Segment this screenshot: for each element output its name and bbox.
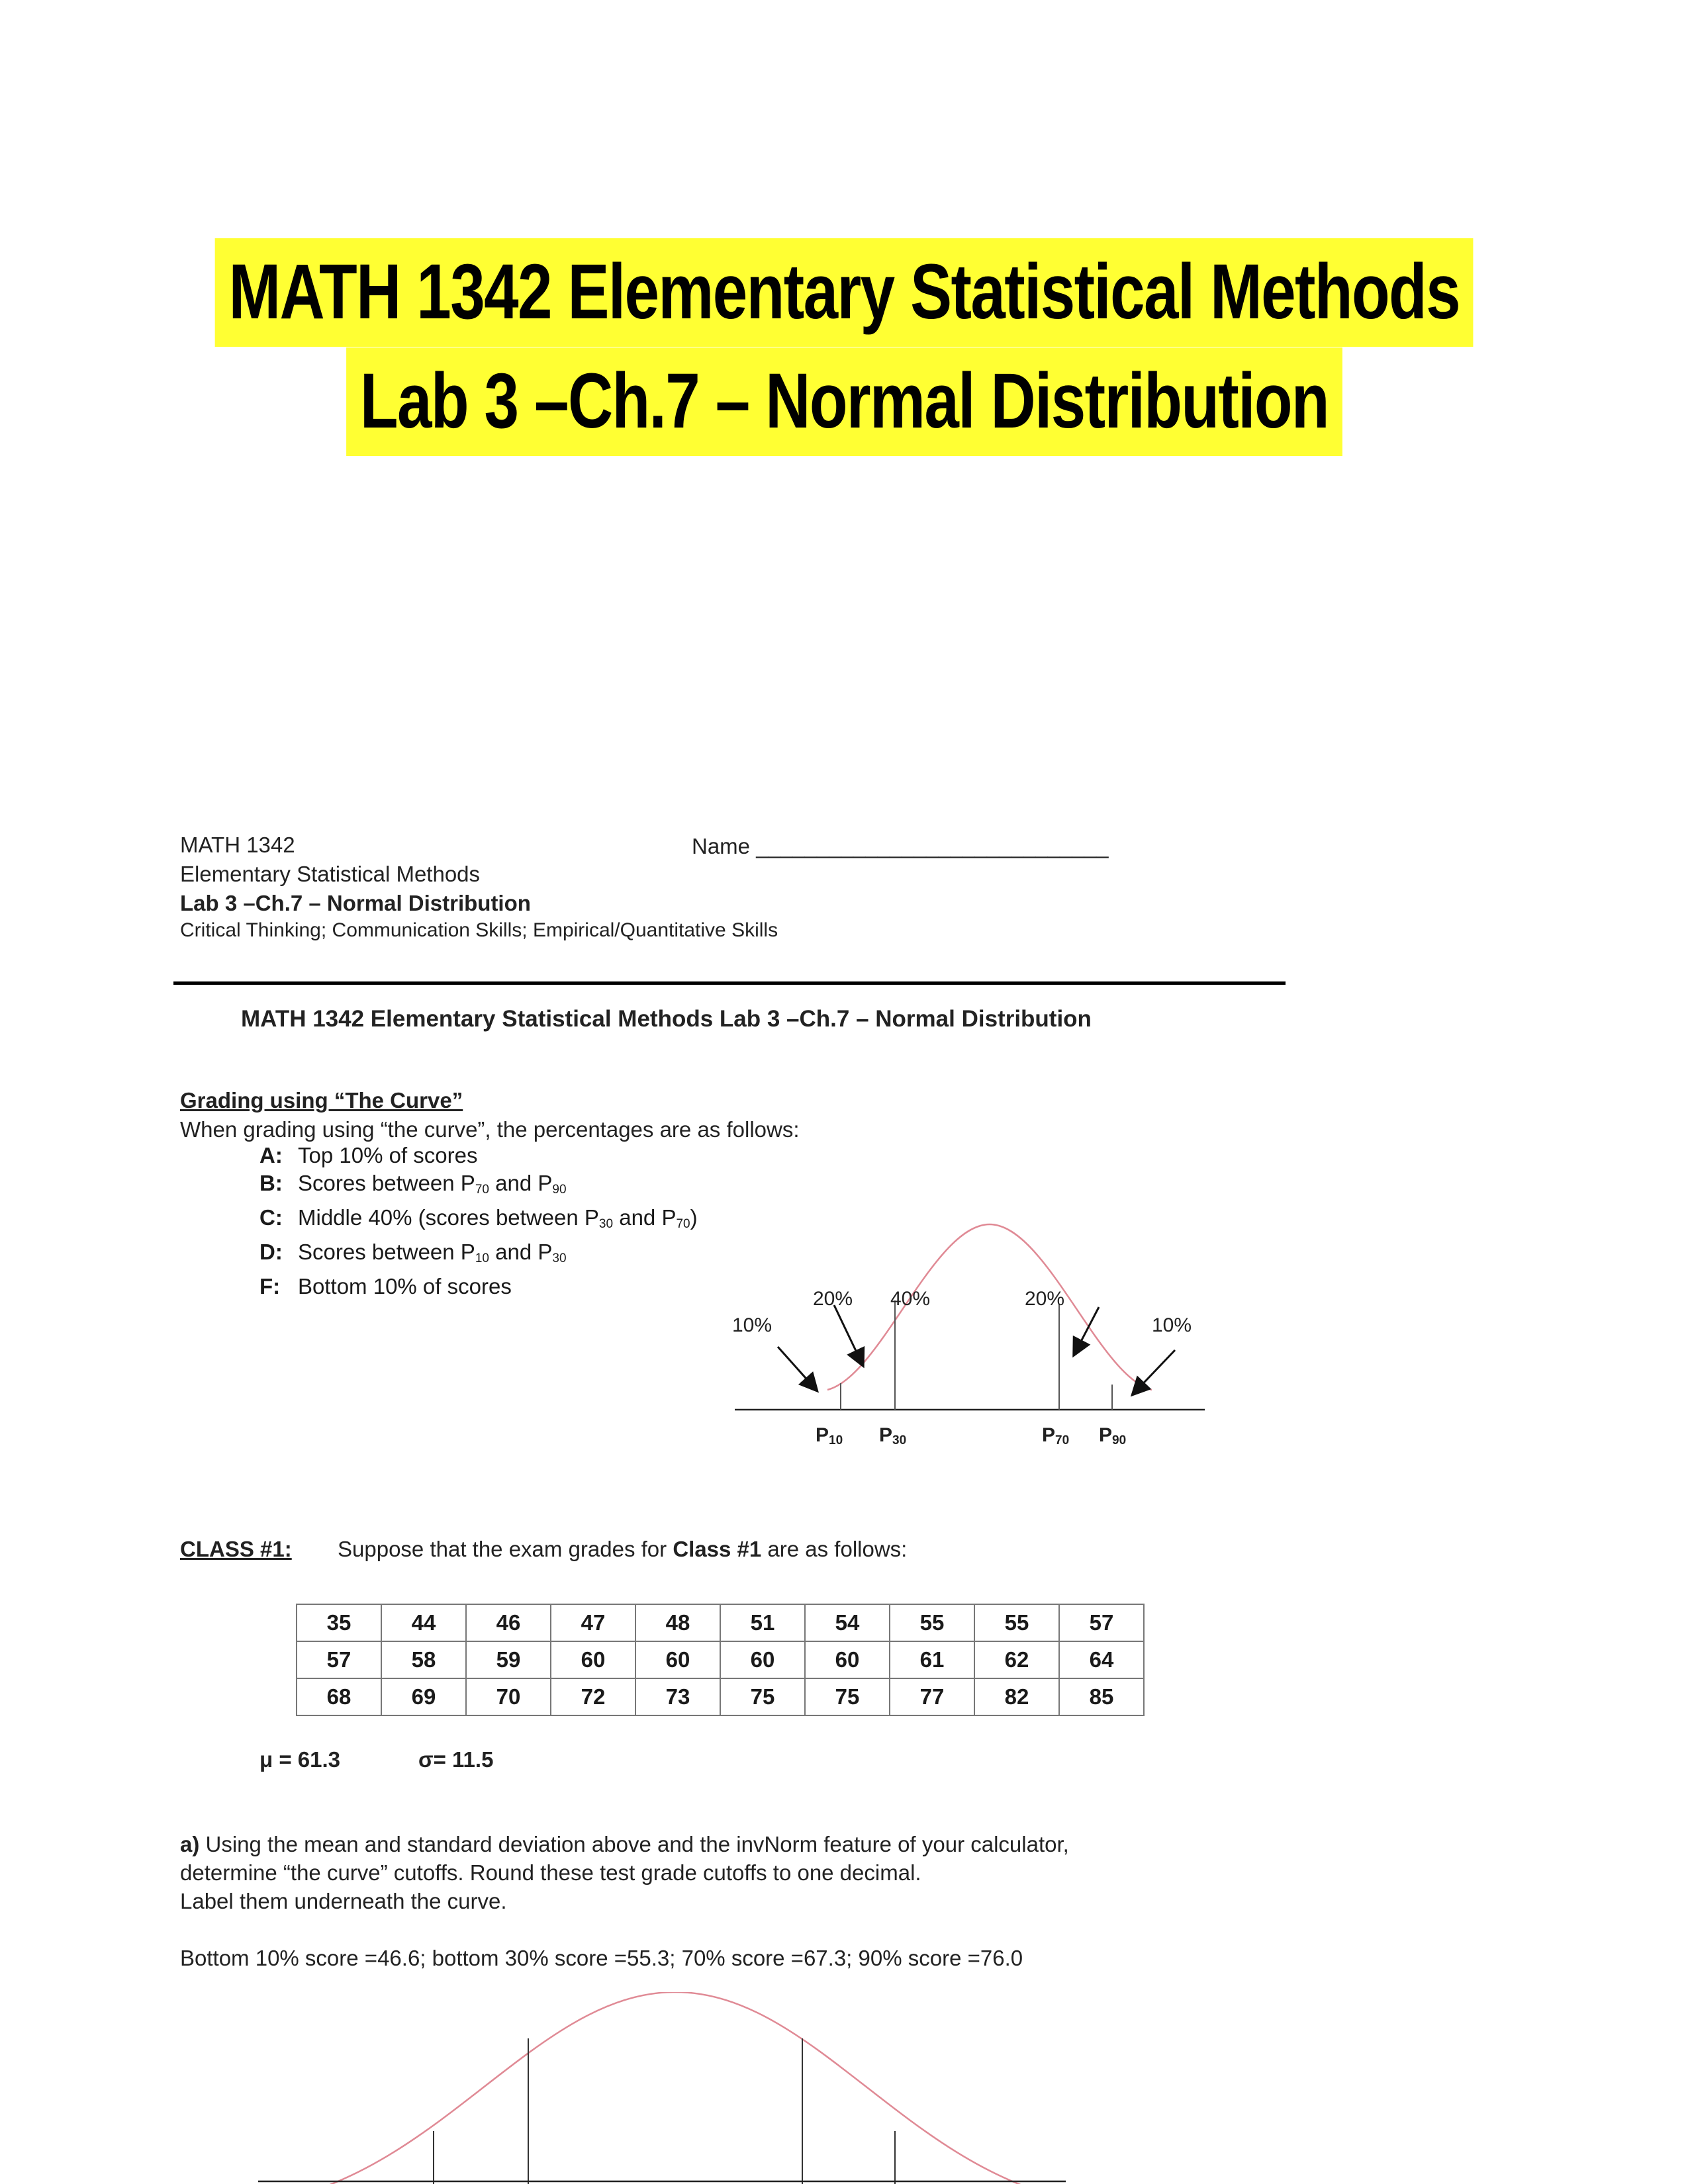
grade-desc: Bottom 10% of scores xyxy=(298,1274,512,1298)
grades-table xyxy=(296,1604,1145,1716)
table-cell: 75 xyxy=(720,1678,805,1715)
list-item xyxy=(259,1169,698,1204)
name-field[interactable]: Name _____________________________ xyxy=(692,834,1109,858)
table-cell: 62 xyxy=(974,1641,1059,1678)
bell-curve xyxy=(291,1992,1059,2184)
table-cell: 73 xyxy=(635,1678,720,1715)
table-cell: 68 xyxy=(297,1678,381,1715)
banner-line1-text: MATH 1342 Elementary Statistical Methods xyxy=(214,238,1473,347)
grade-desc: Top 10% of scores xyxy=(298,1143,478,1167)
label-p70: P70 xyxy=(1042,1424,1070,1447)
table-cell: 85 xyxy=(1059,1678,1144,1715)
sd-value: σ= 11.5 xyxy=(418,1747,494,1772)
question-a-answer: Bottom 10% score =46.6; bottom 30% score =55.3; 70% score =67.3; 90% score =76.0 xyxy=(180,1946,1023,1970)
label-left-20pct: 20% xyxy=(813,1288,853,1310)
mean-value: μ = 61.3 xyxy=(259,1747,341,1772)
table-cell: 61 xyxy=(890,1641,974,1678)
grade-desc: Middle 40% (scores between P xyxy=(298,1205,599,1230)
grade-desc: Scores between P xyxy=(298,1171,475,1195)
lab-title: Lab 3 –Ch.7 – Normal Distribution xyxy=(180,891,531,915)
table-cell: 57 xyxy=(297,1641,381,1678)
label-left-10pct: 10% xyxy=(732,1314,773,1336)
table-cell: 72 xyxy=(551,1678,635,1715)
table-cell: 60 xyxy=(805,1641,890,1678)
skills-line: Critical Thinking; Communication Skills; Empirical/Quantitative Skills xyxy=(180,919,778,941)
table-cell: 44 xyxy=(381,1604,466,1641)
arrow-left20 xyxy=(834,1305,863,1365)
subscript: 10 xyxy=(475,1251,489,1265)
table-cell: 60 xyxy=(551,1641,635,1678)
grade-desc-mid: and P xyxy=(489,1240,553,1264)
answer-curve-diagram xyxy=(252,1992,1072,2184)
question-a-line2: determine “the curve” cutoffs. Round these test grade cutoffs to one decimal. xyxy=(180,1860,921,1885)
grade-desc-mid: and P xyxy=(489,1171,553,1195)
grade-letter: B: xyxy=(259,1171,283,1195)
table-cell: 35 xyxy=(297,1604,381,1641)
banner-title-line1 xyxy=(0,238,1688,347)
table-cell: 60 xyxy=(635,1641,720,1678)
label-right-20pct: 20% xyxy=(1025,1288,1065,1310)
grade-desc-post: ) xyxy=(690,1205,698,1230)
label-p10: P10 xyxy=(816,1424,843,1447)
class1-label: CLASS #1: xyxy=(180,1537,292,1561)
course-name: Elementary Statistical Methods xyxy=(180,862,481,886)
list-item xyxy=(259,1273,698,1300)
table-cell: 77 xyxy=(890,1678,974,1715)
table-cell: 57 xyxy=(1059,1604,1144,1641)
table-cell: 59 xyxy=(466,1641,551,1678)
arrow-left10 xyxy=(778,1347,816,1390)
question-a-text: Using the mean and standard deviation above and the invNorm feature of your calculator, xyxy=(199,1832,1069,1856)
list-item xyxy=(259,1142,698,1169)
header-divider xyxy=(173,981,1286,985)
arrow-right20 xyxy=(1074,1307,1099,1354)
class1-desc-bold: Class #1 xyxy=(673,1537,762,1561)
table-cell: 75 xyxy=(805,1678,890,1715)
grading-heading: Grading using “The Curve” xyxy=(180,1088,463,1113)
question-a-line3: Label them underneath the curve. xyxy=(180,1889,507,1913)
class1-desc-pre: Suppose that the exam grades for xyxy=(338,1537,673,1561)
list-item xyxy=(259,1238,698,1273)
table-row xyxy=(297,1678,1144,1715)
table-cell: 69 xyxy=(381,1678,466,1715)
course-code: MATH 1342 xyxy=(180,833,295,857)
label-mid-40pct: 40% xyxy=(890,1288,931,1310)
subscript: 30 xyxy=(552,1251,567,1265)
table-cell: 51 xyxy=(720,1604,805,1641)
table-cell: 70 xyxy=(466,1678,551,1715)
banner-line2-text: Lab 3 –Ch.7 – Normal Distribution xyxy=(346,347,1342,456)
table-cell: 48 xyxy=(635,1604,720,1641)
table-cell: 55 xyxy=(974,1604,1059,1641)
banner-title-line2 xyxy=(0,347,1688,456)
grade-letter: A: xyxy=(259,1143,283,1167)
table-cell: 47 xyxy=(551,1604,635,1641)
question-a-label: a) xyxy=(180,1832,200,1856)
grade-letter: D: xyxy=(259,1240,283,1264)
subscript: 90 xyxy=(552,1183,567,1197)
question-a-line1 xyxy=(180,1832,1069,1857)
table-cell: 54 xyxy=(805,1604,890,1641)
class1-description xyxy=(338,1537,907,1562)
subscript: 70 xyxy=(676,1217,690,1231)
arrow-right10 xyxy=(1133,1350,1175,1394)
table-cell: 55 xyxy=(890,1604,974,1641)
grade-letter: C: xyxy=(259,1205,283,1230)
table-row xyxy=(297,1604,1144,1641)
list-item xyxy=(259,1204,698,1238)
grade-desc: Scores between P xyxy=(298,1240,475,1264)
grade-list xyxy=(259,1142,698,1300)
document-title: MATH 1342 Elementary Statistical Methods Lab 3 –Ch.7 – Normal Distribution xyxy=(241,1006,1092,1032)
table-cell: 64 xyxy=(1059,1641,1144,1678)
table-cell: 58 xyxy=(381,1641,466,1678)
table-row xyxy=(297,1641,1144,1678)
subscript: 30 xyxy=(598,1217,614,1231)
label-p30: P30 xyxy=(879,1424,907,1447)
subscript: 70 xyxy=(475,1183,489,1197)
table-cell: 82 xyxy=(974,1678,1059,1715)
grading-intro: When grading using “the curve”, the percentages are as follows: xyxy=(180,1117,800,1142)
table-cell: 46 xyxy=(466,1604,551,1641)
label-right-10pct: 10% xyxy=(1152,1314,1192,1336)
normal-curve-diagram xyxy=(715,1211,1218,1463)
bell-curve xyxy=(827,1224,1152,1390)
table-cell: 60 xyxy=(720,1641,805,1678)
label-p90: P90 xyxy=(1099,1424,1127,1447)
grade-letter: F: xyxy=(259,1274,281,1298)
grade-desc-mid: and P xyxy=(613,1205,677,1230)
class1-desc-post: are as follows: xyxy=(761,1537,908,1561)
